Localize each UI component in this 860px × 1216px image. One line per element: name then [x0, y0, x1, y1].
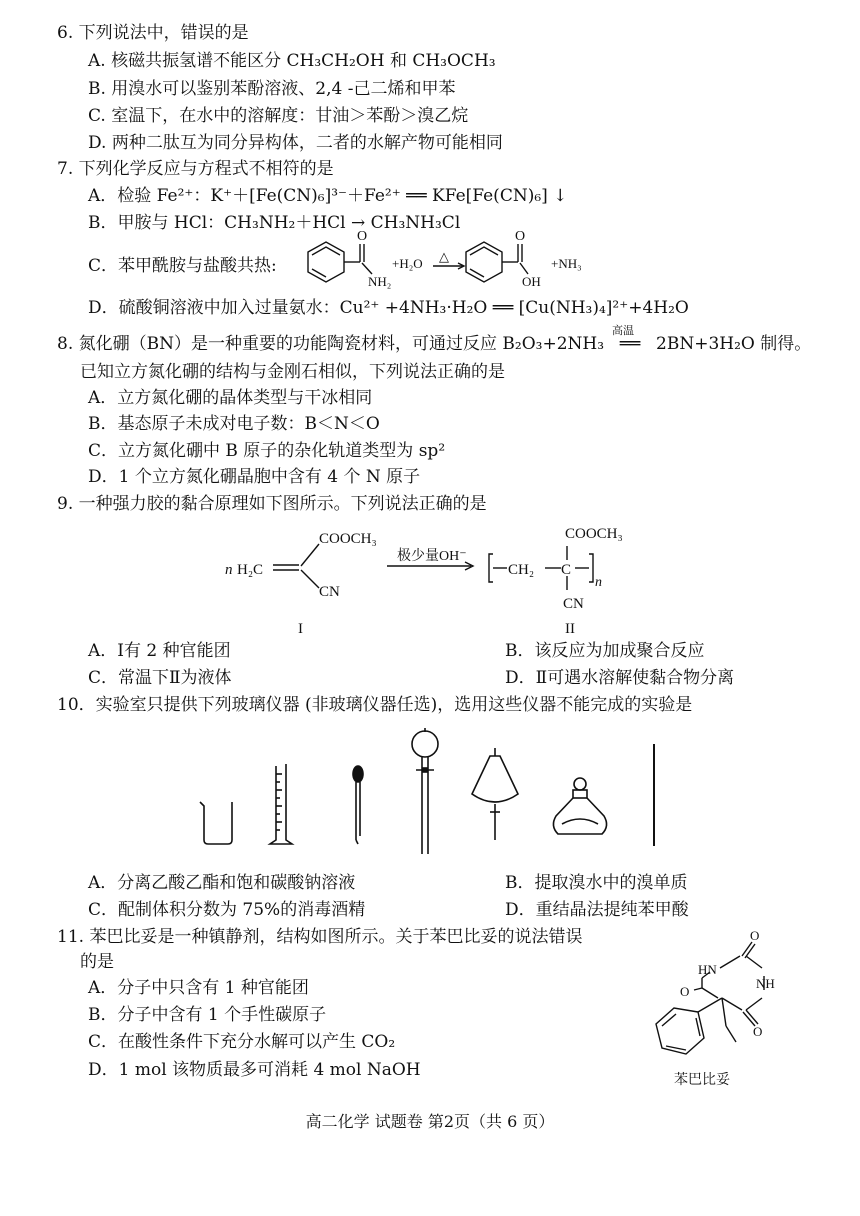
q9-stem: 9. 一种强力胶的黏合原理如下图所示。下列说法正确的是 [57, 494, 487, 514]
q9-option-a: A．Ⅰ有 2 种官能团 [88, 641, 231, 661]
dropper-icon [353, 766, 363, 844]
q8-condition: 高温 [612, 324, 635, 337]
q10-option-b: B．提取溴水中的溴单质 [505, 873, 688, 893]
scheme-n: n [225, 562, 233, 578]
phenobarbital-structure [628, 928, 798, 1098]
struct-nh: NH [756, 976, 775, 991]
eq-o2: O [515, 229, 526, 244]
q8-option-b: B．基态原子未成对电子数：B＜N＜O [88, 414, 380, 434]
scheme-cooch3-monomer: COOCH₃ [319, 531, 377, 547]
graduated-cylinder-icon [270, 764, 292, 844]
struct-o-top: O [750, 928, 760, 943]
q11-stem-line2: 的是 [80, 952, 114, 972]
scheme-h2c: H₂C [237, 562, 264, 578]
scheme-cn-polymer: CN [563, 596, 584, 612]
q6-stem: 6. 下列说法中，错误的是 [57, 23, 249, 43]
q8-option-a: A．立方氮化硼的晶体类型与干冰相同 [88, 388, 373, 408]
eq-delta: △ [439, 249, 449, 264]
scheme-label-ii: II [565, 621, 575, 637]
page-footer: 高二化学 试题卷 第2页（共 6 页） [305, 1112, 555, 1131]
q7-option-a: A．检验 Fe²⁺：K⁺＋[Fe(CN)₆]³⁻＋Fe²⁺ ══ KFe[Fe(CN)₆] ↓ [88, 186, 568, 206]
q10-option-d: D．重结晶法提纯苯甲酸 [505, 900, 689, 920]
q8-stem-part1: 8. 氮化硼（BN）是一种重要的功能陶瓷材料，可通过反应 B₂O₃+2NH₃ [57, 334, 605, 354]
q8-condition-arrow: 高温 ══ [604, 333, 656, 355]
q7-stem: 7. 下列化学反应与方程式不相符的是 [57, 159, 334, 179]
polymerization-scheme [225, 518, 645, 643]
q8-option-c: C．立方氮化硼中 B 原子的杂化轨道类型为 sp² [88, 441, 446, 461]
q6-option-c: C. 室温下，在水中的溶解度：甘油＞苯酚＞溴乙烷 [88, 106, 469, 126]
q10-option-a: A．分离乙酸乙酯和饱和碳酸钠溶液 [88, 873, 356, 893]
q6-option-b: B. 用溴水可以鉴别苯酚溶液、2,4 -己二烯和甲苯 [88, 79, 456, 99]
q8-option-d: D．1 个立方氮化硼晶胞中含有 4 个 N 原子 [88, 467, 421, 487]
separatory-funnel-icon [472, 748, 518, 840]
q10-stem: 10．实验室只提供下列玻璃仪器 (非玻璃仪器任选)，选用这些仪器不能完成的实验是 [57, 695, 693, 715]
q11-stem-line1: 11. 苯巴比妥是一种镇静剂，结构如图所示。关于苯巴比妥的说法错误 [57, 927, 583, 947]
struct-o-left: O [680, 984, 690, 999]
q8-stem-part2: 2BN+3H₂O 制得。 [656, 334, 812, 354]
q7-option-d: D．硫酸铜溶液中加入过量氨水：Cu²⁺ +4NH₃·H₂O ══ [Cu(NH₃)₄]²⁺+4H₂O [88, 298, 689, 318]
eq-oh: OH [522, 274, 541, 289]
q9-option-b: B．该反应为加成聚合反应 [505, 641, 705, 661]
scheme-ch2: CH₂ [508, 562, 535, 578]
q11-option-b: B．分子中含有 1 个手性碳原子 [88, 1005, 327, 1025]
scheme-reagent: 极少量OH⁻ [397, 549, 467, 564]
q11-option-d: D．1 mol 该物质最多可消耗 4 mol NaOH [88, 1060, 421, 1080]
struct-name: 苯巴比妥 [674, 1073, 730, 1088]
beaker-icon [200, 802, 232, 844]
q6-option-d: D. 两种二肽互为同分异构体，二者的水解产物可能相同 [88, 133, 503, 153]
scheme-c: C [561, 562, 572, 578]
eq-water: +H₂O [392, 256, 423, 271]
q7-option-c-label: C．苯甲酰胺与盐酸共热: [88, 256, 277, 276]
scheme-cn-monomer: CN [319, 584, 340, 600]
eq-nh2: NH₂ [368, 274, 392, 289]
q7-option-b: B．甲胺与 HCl：CH₃NH₂＋HCl → CH₃NH₃Cl [88, 213, 461, 233]
q8-stem-line1 [57, 324, 812, 355]
scheme-cooch3-polymer: COOCH₃ [565, 526, 623, 542]
q11-option-c: C．在酸性条件下充分水解可以产生 CO₂ [88, 1032, 396, 1052]
glassware-illustration [190, 724, 670, 870]
benzamide-hydrolysis-equation [288, 228, 598, 298]
scheme-n-subscript: n [595, 575, 602, 590]
q6-option-a: A. 核磁共振氢谱不能区分 CH₃CH₂OH 和 CH₃OCH₃ [88, 51, 496, 71]
eq-o1: O [357, 229, 368, 244]
q10-option-c: C．配制体积分数为 75%的消毒酒精 [88, 900, 366, 920]
alcohol-lamp-icon [553, 778, 606, 834]
q8-stem-line2: 已知立方氮化硼的结构与金刚石相似，下列说法正确的是 [80, 362, 505, 382]
struct-o-right: O [753, 1024, 763, 1039]
struct-hn: HN [698, 962, 717, 977]
eq-nh3: +NH₃ [551, 256, 582, 271]
dropping-funnel-icon [412, 728, 438, 854]
q9-option-c: C．常温下Ⅱ为液体 [88, 668, 232, 688]
scheme-label-i: I [298, 621, 303, 637]
q9-option-d: D．Ⅱ可遇水溶解使黏合物分离 [505, 668, 735, 688]
q11-option-a: A．分子中只含有 1 种官能团 [88, 978, 309, 998]
